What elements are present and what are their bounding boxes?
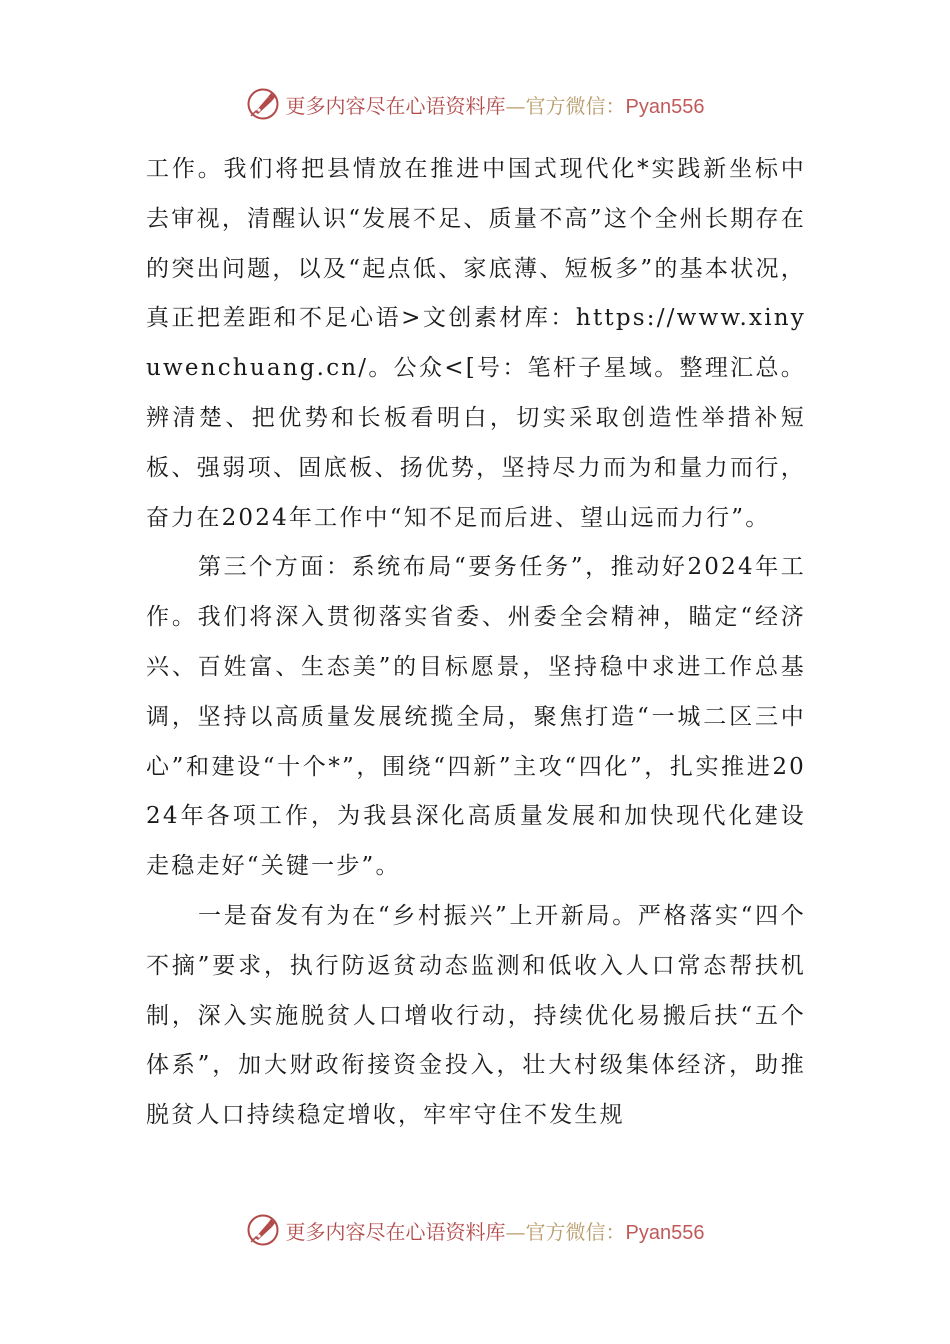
footer-banner-text: 更多内容尽在心语资料库—官方微信：Pyan556 <box>285 1219 705 1244</box>
pen-nib-logo-icon <box>246 87 280 121</box>
pen-nib-logo-icon <box>246 1213 280 1247</box>
header-banner <box>0 84 950 124</box>
paragraph-section-three: 第三个方面：系统布局“要务任务”，推动好2024年工作。我们将深入贯彻落实省委、州委全会精神，瞄定“经济兴、百姓富、生态美”的目标愿景，坚持稳中求进工作总基调，坚持以高质量发展统揽全局，聚焦打造“一城二区三中心”和建设“十个*”，围绕“四新”主攻“四化”，扎实推进2024年各项工作，为我县深化高质量发展和加快现代化建设走稳走好“关键一步”。 <box>146 554 806 880</box>
wechat-id: Pyan556 <box>625 95 705 118</box>
header-banner-text: 更多内容尽在心语资料库—官方微信：Pyan556 <box>285 93 705 118</box>
paragraph-rural-revitalization: 一是奋发有为在“乡村振兴”上开新局。严格落实“四个不摘”要求，执行防返贫动态监测和低收入人口常态帮扶机制，深入实施脱贫人口增收行动，持续优化易搬后扶“五个体系”，加大财政衔接资金投入，壮大村级集体经济，助推脱贫人口持续稳定增收，牢牢守住不发生规 <box>146 902 806 1129</box>
wechat-id: Pyan556 <box>625 1221 705 1244</box>
footer-banner <box>0 1210 950 1250</box>
document-body <box>146 145 806 1141</box>
paragraph-continuation: 工作。我们将把县情放在推进中国式现代化*实践新坐标中去审视，清醒认识“发展不足、质量不高”这个全州长期存在的突出问题，以及“起点低、家底薄、短板多”的基本状况，真正把差距和不足心语>文创素材库：https://www.xinyuwenchuang.cn/。公众<[号：笔杆子星域。整理汇总。辨清楚、把优势和长板看明白，切实采取创造性举措补短板、强弱项、固底板、扬优势，坚持尽力而为和量力而行，奋力在2024年工作中“知不足而后进、望山远而力行”。 <box>146 156 806 531</box>
